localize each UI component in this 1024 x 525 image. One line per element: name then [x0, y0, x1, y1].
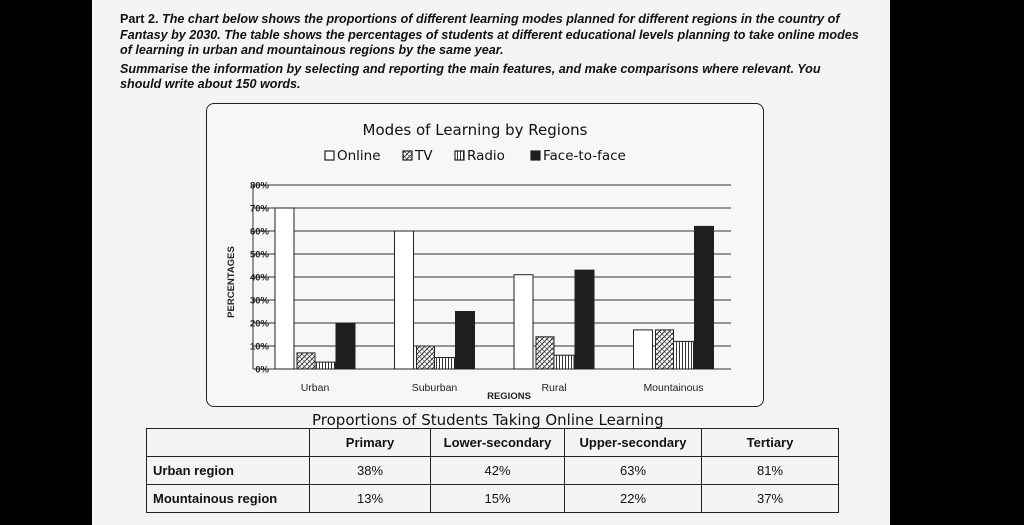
bar-urban-tv	[297, 353, 315, 369]
table-corner-cell	[147, 429, 310, 457]
table-cell: 63%	[565, 457, 702, 485]
task-prompt	[120, 12, 860, 93]
y-tick-label: 60%	[249, 226, 269, 238]
prompt-paragraph-2: Summarise the information by selecting and reporting the main features, and make comparisons where relevant. You should write about 150 words.	[120, 61, 821, 92]
bar-mountainous-tv	[656, 330, 674, 369]
legend-label-tv: TV	[415, 148, 433, 164]
y-tick-label: 30%	[249, 295, 269, 307]
bar-urban-face-to-face	[336, 323, 355, 369]
bar-suburban-tv	[417, 346, 435, 369]
prompt-paragraph-1	[120, 12, 860, 59]
bar-mountainous-face-to-face	[695, 226, 714, 369]
legend-swatch-tv	[403, 151, 412, 160]
bar-rural-tv	[536, 337, 554, 369]
bar-urban-radio	[315, 362, 335, 369]
bar-suburban-face-to-face	[456, 312, 475, 370]
y-tick-label: 80%	[249, 180, 269, 192]
y-tick-label: 40%	[249, 272, 269, 284]
legend-label-online: Online	[337, 148, 381, 164]
table-header-lower-secondary: Lower-secondary	[431, 429, 565, 457]
y-axis-ticks	[250, 181, 270, 376]
table-header-upper-secondary: Upper-secondary	[565, 429, 702, 457]
legend-swatch-radio	[455, 151, 464, 160]
x-tick-label: Suburban	[411, 382, 458, 394]
table-row	[147, 457, 839, 485]
table-cell: 38%	[310, 457, 431, 485]
bar-suburban-online	[395, 231, 414, 369]
legend-swatch-face-to-face	[531, 151, 540, 160]
y-tick-label: 70%	[249, 203, 269, 215]
table-cell: 37%	[702, 485, 839, 513]
y-tick-label: 10%	[249, 341, 269, 353]
y-axis-label: PERCENTAGES	[226, 246, 237, 318]
chart-frame	[206, 103, 764, 407]
table-header-row	[147, 429, 839, 457]
table-header-tertiary: Tertiary	[702, 429, 839, 457]
table-cell: 22%	[565, 485, 702, 513]
prompt-text-1: The chart below shows the proportions of different learning modes planned for different regions in the country of Fantasy by 2030. The table shows the percentages of students at different educational levels planning to take online modes of learning in urban and mountainous regions by the same year.	[120, 12, 859, 58]
bar-rural-face-to-face	[575, 270, 594, 369]
online-learning-table	[146, 428, 839, 513]
table-cell: 42%	[431, 457, 565, 485]
bar-mountainous-radio	[674, 341, 694, 369]
table-cell: 15%	[431, 485, 565, 513]
bar-mountainous-online	[634, 330, 653, 369]
y-tick-label: 20%	[249, 318, 269, 330]
table-cell: 13%	[310, 485, 431, 513]
y-tick-label: 50%	[249, 249, 269, 261]
y-tick-label: 0%	[255, 364, 269, 376]
bar-rural-online	[514, 275, 533, 369]
legend-label-face-to-face: Face-to-face	[543, 148, 626, 164]
legend-swatch-online	[325, 151, 334, 160]
x-axis-label: REGIONS	[487, 391, 531, 402]
x-tick-label: Urban	[300, 382, 330, 394]
bar-chart	[207, 104, 763, 406]
bar-suburban-radio	[435, 358, 455, 370]
table-cell: 81%	[702, 457, 839, 485]
row-label-mountainous: Mountainous region	[147, 485, 310, 513]
chart-title: Modes of Learning by Regions	[362, 121, 588, 139]
x-tick-label: Rural	[541, 382, 567, 394]
legend-label-radio: Radio	[467, 148, 505, 164]
chart-bars	[275, 208, 714, 369]
table-row	[147, 485, 839, 513]
exam-paper	[92, 0, 890, 525]
table-header-primary: Primary	[310, 429, 431, 457]
table-title: Proportions of Students Taking Online Learning	[312, 411, 664, 429]
bar-rural-radio	[554, 355, 574, 369]
row-label-urban: Urban region	[147, 457, 310, 485]
chart-legend	[325, 148, 626, 164]
bar-urban-online	[275, 208, 294, 369]
part-label: Part 2.	[120, 12, 159, 26]
x-tick-label: Mountainous	[643, 382, 704, 394]
